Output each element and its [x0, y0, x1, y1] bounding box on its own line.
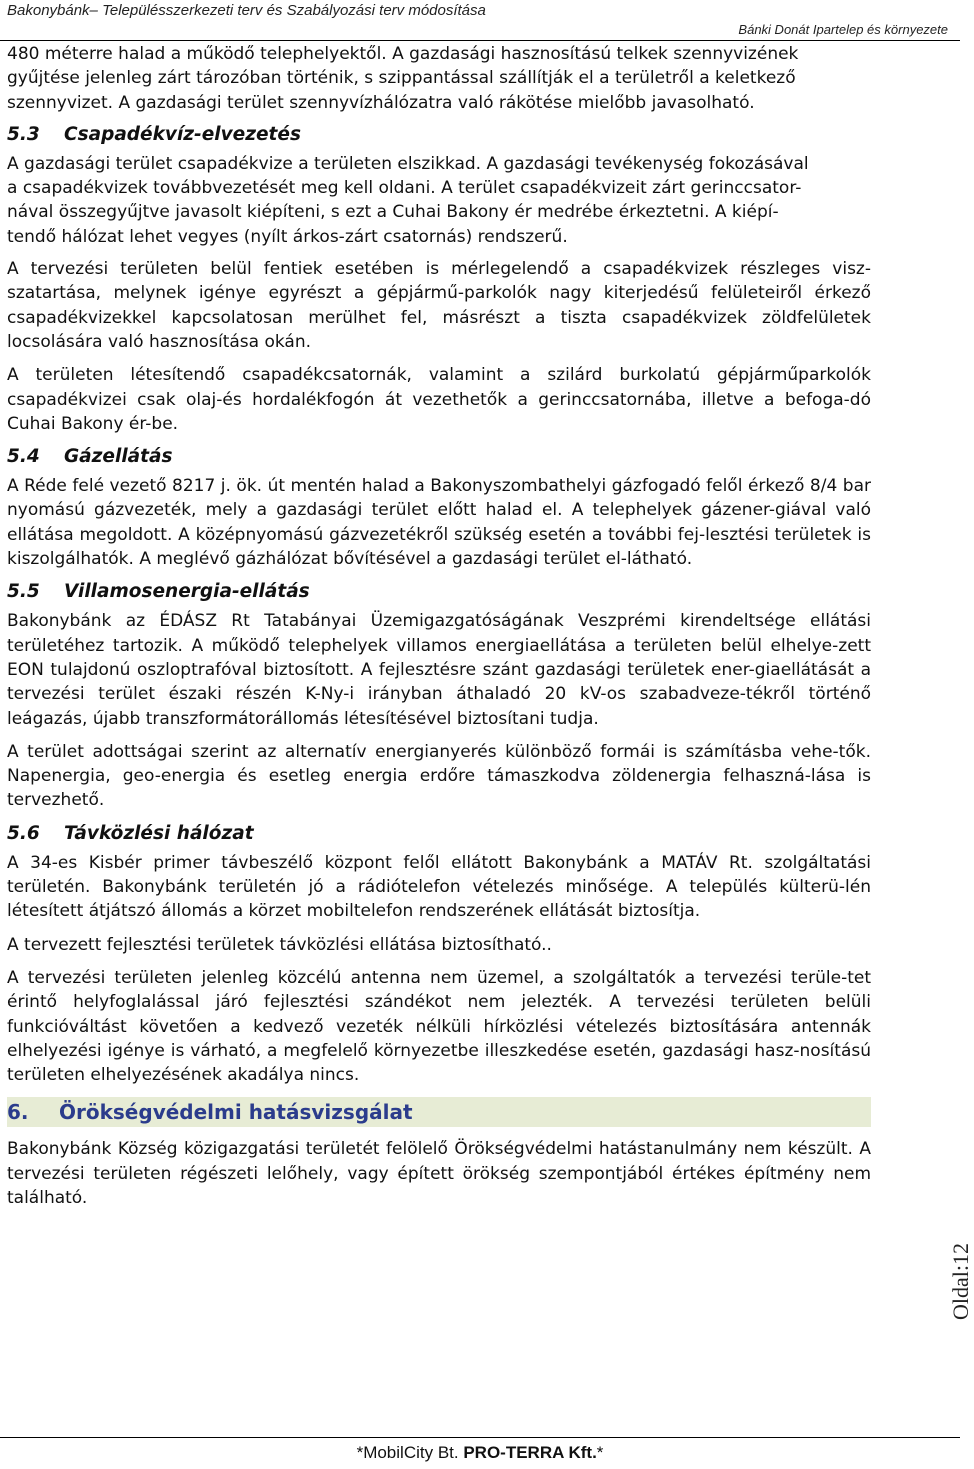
- section-heading-5-4: [7, 445, 871, 469]
- paragraph: A terület adottságai szerint az alternatív energianyerés különböző formái is számításba vehe-tők. Napenergia, geo-energia és esetleg energia erdőre támaszkodva zöldenergia felhaszná-lása is tervezhető.: [7, 741, 871, 811]
- paragraph: A tervezett fejlesztési területek távközlési ellátása biztosítható..: [7, 934, 552, 955]
- paragraph: A 34-es Kisbér primer távbeszélő központ felől ellátott Bakonybánk a MATÁV Rt. szolgáltatási területén. Bakonybánk területén jó a rádiótelefon vételezés minősége. A település külterü-lén létesített átjátszó állomás a körzet mobiltelefon rendszerének ellátását biztosítja.: [7, 852, 871, 922]
- paragraph: A tervezési területen belül fentiek esetében is mérlegelendő a csapadékvizek részleges visz-szatartása, melynek igénye egyrészt a gépjármű-parkolók nagy kiterjedésű felületeiről érkező csapadékvizekkel kapcsolatosan merülhet fel, másrészt a tiszta csapadékvizek zöldfelületek locsolására való hasznosítása okán.: [7, 259, 871, 352]
- intro-line: szennyvizet. A gazdasági terület szennyvízhálózatra való rákötése mielőbb javasolható.: [7, 92, 755, 113]
- paragraph: Bakonybánk az ÉDÁSZ Rt Tatabányai Üzemigazgatóságának Veszprémi kirendeltsége ellátási területéhez tartozik. A működő telephelyek villamos energiaellátása a területen belül elhelye-zett EON tulajdonú oszloptrafóval biztosított. A fejlesztésre szánt gazdasági területek ener-giaellátását a tervezési terület északi részén K-Ny-i irányban áthaladó 20 kV-os szabadveze-tékről történő leágazás, újabb transzformátorállomás létesítésével biztosítani tudja.: [7, 611, 871, 729]
- header-title: Bakonybánk– Településszerkezeti terv és Szabályozási terv módosítása: [7, 2, 486, 19]
- header-subtitle: Bánki Donát Ipartelep és környezete: [738, 22, 948, 37]
- section-heading-5-3: [7, 123, 871, 147]
- footer-prefix: *MobilCity Bt.: [356, 1443, 464, 1462]
- footer-suffix: *: [596, 1443, 604, 1462]
- intro-line: 480 méterre halad a működő telephelyektől. A gazdasági hasznosítású telkek szennyvizének: [7, 44, 799, 64]
- section-title: Távközlési hálózat: [64, 822, 254, 844]
- chapter-title: Örökségvédelmi hatásvizsgálat: [59, 1100, 413, 1125]
- section-number: 5.6: [7, 822, 40, 844]
- paragraph-line: nával összegyűjtve javasolt kiépíteni, s ezt a Cuhai Bakony ér medrébe érkeztetni. A kiépí-: [7, 202, 779, 223]
- paragraph: A területen létesítendő csapadékcsatornák, valamint a szilárd burkolatú gépjárműparkolók csapadékvizei csak olaj-és hordalékfogón át vezethetők a gerinccsatornába, illetve a befoga-dó Cuhai Bakony ér-be.: [7, 365, 871, 434]
- chapter-number: 6.: [7, 1100, 29, 1125]
- footer-company: PRO-TERRA Kft.: [463, 1443, 597, 1462]
- document-body: [7, 42, 871, 1219]
- section-heading-5-6: [7, 822, 871, 846]
- paragraph: A Réde felé vezető 8217 j. ök. út mentén halad a Bakonyszombathelyi gázfogadó felől érkező 8/4 bar nyomású gázvezeték, mely a gazdasági terület előtt halad el. A telephelyek gázener-giával való ellátása megoldott. A középnyomású gázvezetékről szükség esetén a további fej-lesztési területek is kiszolgálhatók. A meglévő gázhálózat bővítésével a gazdasági terület el-látható.: [7, 476, 871, 570]
- section-number: 5.5: [7, 581, 40, 603]
- paragraph-line: tendő hálózat lehet vegyes (nyílt árkos-zárt csatornás) rendszerű.: [7, 226, 568, 247]
- footer: [0, 1443, 960, 1463]
- chapter-heading-6: [7, 1097, 871, 1127]
- paragraph-line: a csapadékvizek továbbvezetését meg kell oldani. A terület csapadékvizeit zárt gerinccsator-: [7, 178, 802, 199]
- section-heading-5-5: [7, 580, 871, 604]
- section-title: Gázellátás: [64, 446, 173, 468]
- page-number: Oldal:12: [948, 1243, 973, 1320]
- intro-line: gyűjtése jelenleg zárt tározóban történik, s szippantással szállítják el a területről a keletkező: [7, 68, 796, 89]
- section-title: Csapadékvíz-elvezetés: [64, 123, 301, 145]
- header-divider: [0, 40, 960, 41]
- section-number: 5.4: [7, 446, 40, 468]
- paragraph: Bakonybánk Község közigazgatási területét felölelő Örökségvédelmi hatástanulmány nem készült. A tervezési területen régészeti lelőhely, vagy épített örökség szempontjából értékes építmény nem található.: [7, 1139, 871, 1208]
- paragraph: A tervezési területen jelenleg közcélú antenna nem üzemel, a szolgáltatók a tervezési terüle-tet érintő helyfoglalással járó fejlesztési szándékot nem jelezték. A tervezési területen belüli funkcióváltást követően a kedvező vezeték nélküli hírközlési vételezés biztosítására antennák elhelyezési igénye is várható, a megfelelő környezetbe illeszkedése esetén, gazdasági hasz-nosítású területen elhelyezésének akadálya nincs.: [7, 967, 871, 1086]
- section-title: Villamosenergia-ellátás: [64, 581, 310, 603]
- paragraph-line: A gazdasági terület csapadékvize a területen elszikkad. A gazdasági tevékenység fokozásával: [7, 153, 809, 174]
- section-number: 5.3: [7, 123, 40, 145]
- footer-divider: [0, 1437, 960, 1438]
